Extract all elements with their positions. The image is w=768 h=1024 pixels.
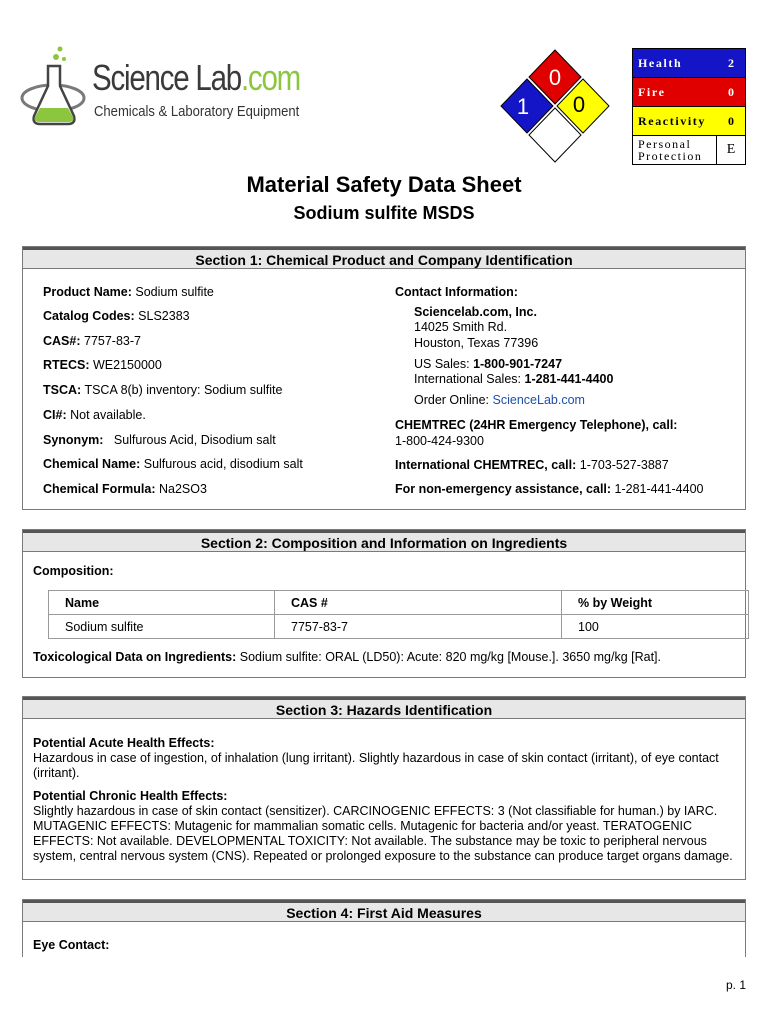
- hazard-row-reactivity: Reactivity 0: [633, 107, 745, 136]
- table-header-row: Name CAS # % by Weight: [49, 591, 749, 615]
- section-2: [22, 529, 746, 678]
- composition-label: Composition:: [33, 564, 114, 578]
- flask-icon: [20, 44, 92, 134]
- non-emergency: For non-emergency assistance, call: 1-281-441-4400: [395, 482, 704, 496]
- nfpa-reactivity-value: 0: [572, 92, 586, 117]
- section-3-body: [33, 736, 738, 864]
- document-subtitle: Sodium sulfite MSDS: [293, 203, 475, 223]
- nfpa-health-value: 1: [516, 94, 530, 119]
- hazard-row-health: Health 2: [633, 49, 745, 78]
- nfpa-fire-value: 0: [548, 65, 562, 90]
- chemical-name-row: Chemical Name: Sulfurous acid, disodium salt: [43, 457, 303, 471]
- section-3-heading: Section 3: Hazards Identification: [23, 697, 745, 719]
- international-sales: International Sales: 1-281-441-4400: [414, 372, 614, 386]
- catalog-codes-row: Catalog Codes: SLS2383: [43, 309, 190, 323]
- ci-row: CI#: Not available.: [43, 408, 146, 422]
- tsca-row: TSCA: TSCA 8(b) inventory: Sodium sulfite: [43, 383, 283, 397]
- section-1-heading: Section 1: Chemical Product and Company Identification: [23, 247, 745, 269]
- chronic-effects-label: Potential Chronic Health Effects:: [33, 789, 228, 803]
- address-line-2: Houston, Texas 77396: [414, 336, 539, 350]
- section-3: [22, 696, 746, 880]
- address-line-1: 14025 Smith Rd.: [414, 320, 508, 334]
- toxicological-data: Toxicological Data on Ingredients: Sodium sulfite: ORAL (LD50): Acute: 820 mg/kg [Mouse.]. 3650 mg/kg [Rat].: [33, 650, 662, 664]
- hazard-row-personal-protection: Personal Protection E: [633, 136, 745, 164]
- cas-row: CAS#: 7757-83-7: [43, 334, 141, 348]
- product-name-row: Product Name: Sodium sulfite: [43, 285, 214, 299]
- acute-effects-label: Potential Acute Health Effects:: [33, 736, 215, 750]
- sciencelab-logo: [20, 44, 300, 134]
- eye-contact-label: Eye Contact:: [33, 938, 110, 952]
- company-name: Sciencelab.com, Inc.: [414, 305, 537, 319]
- chemical-formula-row: Chemical Formula: Na2SO3: [43, 482, 207, 496]
- logo-tagline: Chemicals & Laboratory Equipment: [94, 104, 300, 120]
- contact-label: Contact Information:: [395, 285, 518, 299]
- order-online: Order Online: ScienceLab.com: [414, 393, 585, 407]
- composition-table: [48, 590, 749, 639]
- section-2-heading: Section 2: Composition and Information on Ingredients: [23, 530, 745, 552]
- nfpa-diamond: [499, 48, 611, 164]
- section-4: [22, 899, 746, 957]
- us-sales: US Sales: 1-800-901-7247: [414, 357, 563, 371]
- page-number: p. 1: [725, 978, 746, 992]
- logo-wordmark: Science Lab.com: [92, 57, 300, 98]
- chemtrec-label: CHEMTREC (24HR Emergency Telephone), call:: [395, 418, 678, 432]
- section-1: [22, 246, 746, 510]
- hazard-row-fire: Fire 0: [633, 78, 745, 107]
- sciencelab-link[interactable]: ScienceLab.com: [492, 393, 585, 407]
- document-title: Material Safety Data Sheet: [246, 172, 522, 197]
- table-row: Sodium sulfite 7757-83-7 100: [49, 615, 749, 639]
- rtecs-row: RTECS: WE2150000: [43, 358, 162, 372]
- chronic-effects-text: Slightly hazardous in case of skin contact (sensitizer). CARCINOGENIC EFFECTS: 3 (Not classifiable for human.) by IARC. MUTAGENIC EFFECTS: Mutagenic for mammalian somatic cells. Mutagenic for bacteria and/or yeast. TERATOGENIC EFFECTS: Not available. DEVELOPMENTAL TOXICITY: Not available. The substance may be toxic to peripheral nervous system, central nervous system (CNS). Repeated or prolonged exposure to the substance can produce target organs damage.: [33, 804, 733, 863]
- synonym-row: Synonym: Sulfurous Acid, Disodium salt: [43, 433, 276, 447]
- section-4-heading: Section 4: First Aid Measures: [23, 900, 745, 922]
- intl-chemtrec: International CHEMTREC, call: 1-703-527-3887: [395, 458, 669, 472]
- acute-effects-text: Hazardous in case of ingestion, of inhalation (lung irritant). Slightly hazardous in case of skin contact (irritant), of eye contact (irritant).: [33, 751, 719, 780]
- chemtrec-phone: 1-800-424-9300: [395, 434, 484, 448]
- hazard-rating-table: [632, 48, 746, 165]
